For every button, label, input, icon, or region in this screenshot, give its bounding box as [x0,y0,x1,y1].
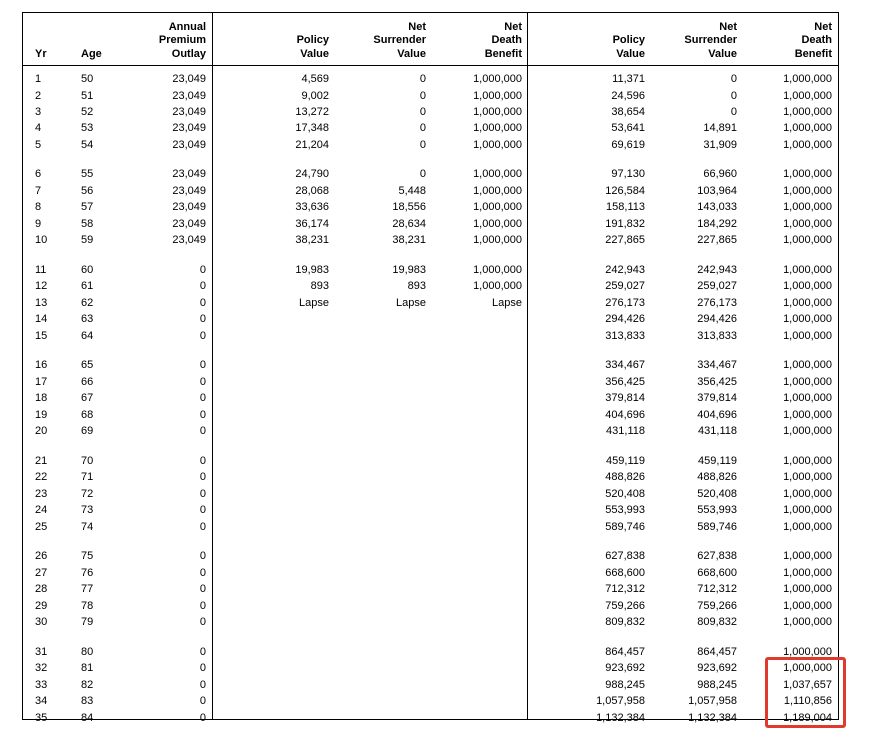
cell-policy-value-current: 33,636 [295,201,329,214]
cell-age: 80 [81,645,94,658]
cell-net-death-benefit-alt: 1,000,000 [783,359,832,372]
header-line: Annual [168,20,206,33]
cell-yr: 4 [35,122,42,135]
cell-age: 66 [81,375,94,388]
cell-net-death-benefit-current: 1,000,000 [473,138,522,151]
cell-policy-value-current: 36,174 [295,217,329,230]
cell-policy-value-alt: 191,832 [605,217,645,230]
cell-policy-value-alt: 759,266 [605,599,645,612]
cell-policy-value-alt: 11,371 [612,73,645,85]
cell-net-death-benefit-alt: 1,000,000 [783,487,832,500]
cell-annual-premium-outlay: 23,049 [172,184,206,197]
cell-net-surrender-value-current: 0 [419,168,426,181]
cell-age: 62 [81,296,94,309]
cell-yr: 31 [35,645,48,658]
cell-net-death-benefit-current: 1,000,000 [473,73,522,85]
cell-annual-premium-outlay: 0 [199,359,206,372]
cell-policy-value-alt: 227,865 [605,234,645,247]
cell-age: 79 [81,616,94,628]
cell-net-surrender-value-current: 38,231 [392,234,426,247]
cell-annual-premium-outlay: 0 [199,599,206,612]
cell-yr: 24 [35,504,48,517]
cell-net-death-benefit-current: Lapse [492,296,522,309]
cell-yr: 11 [35,263,47,276]
cell-annual-premium-outlay: 23,049 [172,138,206,151]
cell-yr: 21 [35,454,48,467]
header-net-surrender-value-alt [684,21,737,61]
cell-yr: 16 [35,359,48,372]
cell-yr: 19 [35,408,48,421]
cell-annual-premium-outlay: 0 [199,392,206,405]
cell-net-surrender-value-alt: 864,457 [697,645,737,658]
cell-annual-premium-outlay: 0 [199,487,206,500]
cell-policy-value-alt: 334,467 [605,359,645,372]
header-net-death-benefit-current [485,21,522,61]
cell-net-surrender-value-current: 19,983 [392,263,426,276]
cell-net-surrender-value-alt: 431,118 [698,425,737,438]
cell-age: 51 [81,89,94,102]
cell-net-surrender-value-alt: 712,312 [697,583,737,596]
cell-net-surrender-value-alt: 356,425 [697,375,737,388]
cell-net-surrender-value-alt: 1,132,384 [688,711,737,724]
cell-net-surrender-value-alt: 184,292 [697,217,737,230]
illustration-table [22,12,839,724]
cell-annual-premium-outlay: 0 [199,711,206,724]
cell-net-surrender-value-current: 0 [419,105,426,118]
cell-net-surrender-value-alt: 627,838 [697,550,737,563]
cell-age: 73 [81,504,94,517]
cell-policy-value-alt: 627,838 [605,550,645,563]
cell-net-death-benefit-alt: 1,000,000 [783,184,832,197]
cell-yr: 26 [35,550,48,563]
cell-policy-value-alt: 379,814 [605,392,645,405]
cell-net-death-benefit-alt: 1,000,000 [783,296,832,309]
cell-net-death-benefit-alt: 1,000,000 [783,329,832,342]
cell-net-surrender-value-alt: 31,909 [703,138,737,151]
cell-age: 63 [81,313,94,326]
header-policy-value-alt [613,21,645,61]
header-net-death-benefit-alt [795,21,832,61]
cell-age: 71 [81,471,94,484]
cell-net-death-benefit-current: 1,000,000 [473,201,522,214]
header-line: Outlay [171,47,206,60]
cell-net-surrender-value-alt: 988,245 [697,678,737,691]
cell-age: 50 [81,73,94,85]
cell-net-surrender-value-alt: 1,057,958 [688,695,737,707]
cell-policy-value-alt: 809,832 [605,616,645,628]
cell-annual-premium-outlay: 0 [199,471,206,484]
header-line: Surrender [684,34,737,46]
cell-net-death-benefit-alt: 1,000,000 [783,550,832,563]
cell-age: 72 [81,487,94,500]
cell-annual-premium-outlay: 23,049 [172,105,206,118]
cell-age: 82 [81,678,94,691]
header-line: Age [81,47,102,60]
cell-net-death-benefit-alt: 1,189,004 [783,711,832,724]
header-line: Value [708,47,737,60]
header-line: Death [491,34,522,46]
cell-yr: 18 [35,392,48,405]
cell-net-surrender-value-alt: 488,826 [697,471,737,484]
cell-net-death-benefit-current: 1,000,000 [473,263,522,276]
cell-policy-value-alt: 259,027 [605,280,645,293]
cell-yr: 23 [35,487,48,500]
cell-age: 60 [81,263,94,276]
cell-age: 57 [81,201,94,214]
cell-net-surrender-value-alt: 227,865 [697,234,737,247]
cell-yr: 8 [35,201,42,214]
cell-annual-premium-outlay: 0 [199,425,206,438]
cell-age: 68 [81,408,94,421]
cell-yr: 34 [35,695,48,707]
cell-policy-value-current: 38,231 [295,234,329,247]
cell-annual-premium-outlay: 0 [199,454,206,467]
column-divider-1 [212,13,213,719]
cell-policy-value-alt: 431,118 [606,425,645,438]
cell-age: 56 [81,184,94,197]
cell-annual-premium-outlay: 23,049 [172,234,206,247]
cell-age: 61 [81,280,94,293]
cell-net-surrender-value-current: 0 [419,73,426,85]
cell-annual-premium-outlay: 23,049 [172,73,206,85]
cell-net-surrender-value-alt: 589,746 [697,520,737,533]
cell-age: 64 [81,329,94,342]
cell-yr: 14 [35,313,48,326]
header-line: Net [504,20,522,33]
cell-net-death-benefit-alt: 1,000,000 [783,662,832,675]
cell-policy-value-alt: 404,696 [605,408,645,421]
cell-policy-value-alt: 38,654 [611,105,645,118]
cell-annual-premium-outlay: 23,049 [172,217,206,230]
cell-yr: 13 [35,296,48,309]
cell-net-death-benefit-alt: 1,000,000 [783,280,832,293]
cell-annual-premium-outlay: 0 [199,662,206,675]
cell-yr: 12 [35,280,48,293]
header-annual-premium-outlay [159,21,206,61]
cell-net-death-benefit-alt: 1,000,000 [783,616,832,628]
cell-age: 76 [81,566,94,579]
cell-policy-value-alt: 97,130 [611,168,645,181]
cell-net-death-benefit-alt: 1,000,000 [783,471,832,484]
cell-net-surrender-value-current: 5,448 [398,184,426,197]
cell-policy-value-alt: 313,833 [605,329,645,342]
cell-net-surrender-value-alt: 0 [730,89,737,102]
cell-policy-value-current: 28,068 [295,184,329,197]
cell-annual-premium-outlay: 0 [199,313,206,326]
cell-net-death-benefit-alt: 1,000,000 [783,375,832,388]
header-divider [23,65,838,66]
cell-yr: 25 [35,520,48,533]
cell-yr: 33 [35,678,48,691]
cell-net-death-benefit-alt: 1,000,000 [783,520,832,533]
cell-policy-value-alt: 488,826 [605,471,645,484]
cell-annual-premium-outlay: 23,049 [172,89,206,102]
cell-annual-premium-outlay: 23,049 [172,168,206,181]
cell-net-death-benefit-current: 1,000,000 [473,168,522,181]
cell-net-death-benefit-alt: 1,000,000 [783,201,832,214]
cell-policy-value-alt: 158,113 [606,201,645,214]
cell-policy-value-current: Lapse [299,296,329,309]
cell-net-surrender-value-alt: 553,993 [697,504,737,517]
header-line: Value [616,47,645,60]
cell-net-death-benefit-alt: 1,000,000 [783,504,832,517]
cell-net-surrender-value-current: 893 [407,280,426,293]
cell-policy-value-alt: 923,692 [605,662,645,675]
cell-yr: 9 [35,217,42,230]
cell-annual-premium-outlay: 0 [199,550,206,563]
cell-net-death-benefit-alt: 1,000,000 [783,583,832,596]
cell-age: 74 [81,520,94,533]
cell-policy-value-current: 893 [310,280,329,293]
cell-policy-value-current: 24,790 [295,168,329,181]
cell-policy-value-alt: 1,132,384 [596,711,645,724]
cell-net-death-benefit-alt: 1,000,000 [783,122,832,135]
cell-net-surrender-value-current: 0 [419,89,426,102]
cell-age: 78 [81,599,94,612]
cell-net-surrender-value-alt: 66,960 [703,168,737,181]
cell-age: 75 [81,550,94,563]
header-line: Surrender [373,34,426,46]
cell-yr: 17 [35,375,48,388]
cell-annual-premium-outlay: 0 [199,616,206,628]
cell-net-surrender-value-alt: 143,033 [697,201,737,214]
cell-yr: 2 [35,89,42,102]
header-policy-value-current [297,21,329,61]
cell-policy-value-alt: 459,119 [606,454,645,467]
cell-yr: 28 [35,583,48,596]
cell-net-surrender-value-current: 0 [419,122,426,135]
cell-policy-value-alt: 242,943 [605,263,645,276]
cell-yr: 30 [35,616,48,628]
cell-policy-value-current: 17,348 [295,122,329,135]
cell-net-surrender-value-alt: 923,692 [697,662,737,675]
cell-net-death-benefit-alt: 1,000,000 [783,105,832,118]
cell-net-death-benefit-alt: 1,037,657 [783,678,832,691]
cell-annual-premium-outlay: 0 [199,695,206,707]
cell-net-death-benefit-alt: 1,000,000 [783,138,832,151]
cell-policy-value-alt: 864,457 [605,645,645,658]
cell-policy-value-alt: 589,746 [605,520,645,533]
cell-annual-premium-outlay: 0 [199,329,206,342]
cell-yr: 22 [35,471,48,484]
cell-annual-premium-outlay: 0 [199,566,206,579]
cell-net-death-benefit-current: 1,000,000 [473,122,522,135]
header-line: Benefit [794,47,832,60]
cell-net-surrender-value-alt: 459,119 [698,454,737,467]
header-line: Net [408,20,426,33]
cell-net-surrender-value-alt: 809,832 [697,616,737,628]
cell-policy-value-current: 21,204 [295,138,329,151]
cell-age: 65 [81,359,94,372]
cell-annual-premium-outlay: 0 [199,280,206,293]
cell-policy-value-alt: 69,619 [611,138,645,151]
cell-policy-value-alt: 520,408 [605,487,645,500]
cell-net-surrender-value-alt: 14,891 [703,122,737,135]
cell-yr: 27 [35,566,48,579]
cell-age: 84 [81,711,94,724]
cell-net-death-benefit-alt: 1,000,000 [783,313,832,326]
cell-yr: 29 [35,599,48,612]
header-line: Net [719,20,737,33]
cell-net-surrender-value-alt: 668,600 [697,566,737,579]
cell-policy-value-alt: 668,600 [605,566,645,579]
header-net-surrender-value-current [373,21,426,61]
cell-net-surrender-value-alt: 259,027 [697,280,737,293]
cell-yr: 15 [35,329,48,342]
cell-policy-value-current: 9,002 [301,89,329,102]
cell-policy-value-alt: 712,312 [605,583,645,596]
cell-policy-value-current: 4,569 [301,73,329,85]
cell-annual-premium-outlay: 0 [199,296,206,309]
cell-policy-value-alt: 553,993 [605,504,645,517]
header-line: Policy [296,34,329,46]
cell-net-death-benefit-current: 1,000,000 [473,280,522,293]
cell-net-death-benefit-alt: 1,000,000 [783,392,832,405]
cell-net-death-benefit-current: 1,000,000 [473,184,522,197]
cell-net-death-benefit-alt: 1,000,000 [783,89,832,102]
cell-age: 81 [81,662,94,675]
header-line: Premium [158,34,206,46]
cell-age: 70 [81,454,94,467]
cell-age: 69 [81,425,94,438]
cell-age: 55 [81,168,94,181]
cell-net-death-benefit-alt: 1,000,000 [783,217,832,230]
cell-net-death-benefit-alt: 1,000,000 [783,454,832,467]
cell-net-death-benefit-alt: 1,000,000 [783,645,832,658]
cell-net-surrender-value-current: Lapse [396,296,426,309]
cell-annual-premium-outlay: 0 [199,375,206,388]
cell-net-death-benefit-alt: 1,000,000 [783,168,832,181]
cell-yr: 35 [35,711,48,724]
cell-net-surrender-value-alt: 276,173 [697,296,737,309]
cell-yr: 5 [35,138,42,151]
cell-net-surrender-value-alt: 313,833 [697,329,737,342]
cell-net-surrender-value-alt: 334,467 [697,359,737,372]
header-yr [35,21,47,61]
cell-policy-value-alt: 126,584 [605,184,645,197]
cell-age: 77 [81,583,94,596]
cell-net-surrender-value-alt: 242,943 [697,263,737,276]
cell-net-surrender-value-alt: 294,426 [697,313,737,326]
cell-net-death-benefit-current: 1,000,000 [473,217,522,230]
cell-net-death-benefit-alt: 1,000,000 [783,234,832,247]
cell-net-death-benefit-current: 1,000,000 [473,105,522,118]
highlight-box [765,657,846,728]
cell-net-surrender-value-alt: 379,814 [697,392,737,405]
cell-net-surrender-value-current: 18,556 [392,201,426,214]
header-line: Policy [612,34,645,46]
cell-net-death-benefit-alt: 1,000,000 [783,263,832,276]
cell-net-surrender-value-alt: 0 [730,105,737,118]
cell-age: 54 [81,138,94,151]
cell-policy-value-current: 13,272 [295,105,329,118]
cell-policy-value-alt: 988,245 [605,678,645,691]
cell-net-death-benefit-alt: 1,000,000 [783,425,832,438]
cell-policy-value-current: 19,983 [295,263,329,276]
cell-age: 83 [81,695,94,707]
cell-age: 52 [81,105,94,118]
cell-age: 67 [81,392,94,405]
cell-policy-value-alt: 276,173 [605,296,645,309]
header-line: Yr [35,47,47,60]
cell-net-surrender-value-current: 28,634 [392,217,426,230]
cell-annual-premium-outlay: 23,049 [172,122,206,135]
cell-policy-value-alt: 356,425 [605,375,645,388]
cell-net-surrender-value-alt: 759,266 [697,599,737,612]
cell-net-surrender-value-alt: 404,696 [697,408,737,421]
cell-net-death-benefit-alt: 1,000,000 [783,73,832,85]
cell-net-surrender-value-alt: 103,964 [697,184,737,197]
cell-annual-premium-outlay: 0 [199,504,206,517]
cell-yr: 7 [35,184,42,197]
header-age [81,21,102,61]
cell-annual-premium-outlay: 0 [199,678,206,691]
cell-age: 58 [81,217,94,230]
cell-annual-premium-outlay: 0 [199,583,206,596]
column-divider-2 [527,13,528,719]
header-line: Net [814,20,832,33]
cell-net-surrender-value-current: 0 [419,138,426,151]
header-line: Benefit [484,47,522,60]
cell-net-death-benefit-alt: 1,000,000 [783,408,832,421]
cell-yr: 1 [35,73,42,85]
header-line: Death [801,34,832,46]
cell-annual-premium-outlay: 0 [199,408,206,421]
cell-annual-premium-outlay: 23,049 [172,201,206,214]
cell-net-surrender-value-alt: 0 [730,73,737,85]
header-line: Value [397,47,426,60]
cell-annual-premium-outlay: 0 [199,520,206,533]
cell-annual-premium-outlay: 0 [199,263,206,276]
cell-age: 59 [81,234,94,247]
cell-yr: 6 [35,168,42,181]
cell-net-death-benefit-alt: 1,000,000 [783,566,832,579]
cell-net-surrender-value-alt: 520,408 [697,487,737,500]
cell-policy-value-alt: 294,426 [605,313,645,326]
cell-yr: 20 [35,425,48,438]
cell-annual-premium-outlay: 0 [199,645,206,658]
cell-policy-value-alt: 1,057,958 [596,695,645,707]
cell-yr: 3 [35,105,42,118]
header-line: Value [300,47,329,60]
cell-yr: 10 [35,234,48,247]
cell-net-death-benefit-current: 1,000,000 [473,89,522,102]
cell-age: 53 [81,122,94,135]
cell-yr: 32 [35,662,48,675]
cell-net-death-benefit-current: 1,000,000 [473,234,522,247]
cell-net-death-benefit-alt: 1,000,000 [783,599,832,612]
cell-policy-value-alt: 53,641 [611,122,645,135]
cell-policy-value-alt: 24,596 [611,89,645,102]
cell-net-death-benefit-alt: 1,110,856 [783,695,832,707]
